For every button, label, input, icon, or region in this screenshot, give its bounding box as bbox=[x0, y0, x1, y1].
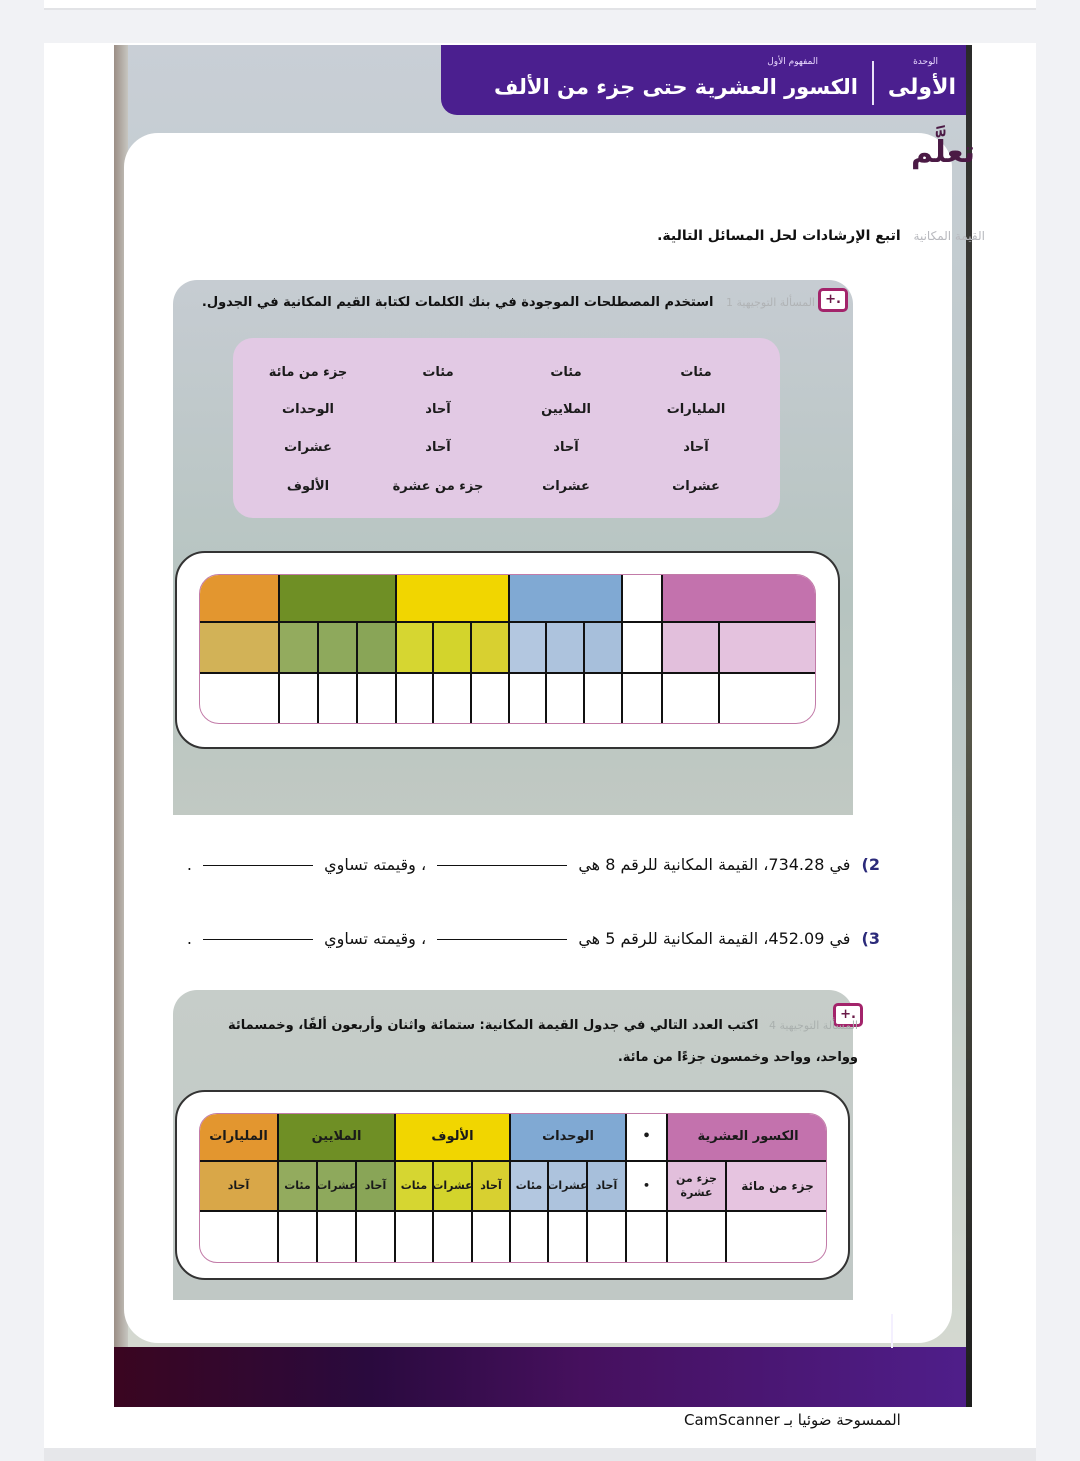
pv-subheader: جزء من مائة bbox=[727, 1162, 827, 1212]
grid-subheader-cell bbox=[547, 623, 585, 674]
pv-subheader: آحاد bbox=[473, 1162, 511, 1212]
word-bank-item: المليارات bbox=[666, 402, 726, 417]
grid-answer-cell[interactable] bbox=[623, 674, 663, 724]
word-bank-item: الوحدات bbox=[282, 402, 334, 417]
word-bank bbox=[233, 338, 780, 518]
pv-group-decimal-point: • bbox=[627, 1114, 668, 1162]
grid-subheader-cell bbox=[358, 623, 397, 674]
camscanner-watermark: الممسوحة ضوئيا بـ CamScanner bbox=[684, 1411, 901, 1429]
pv-answer-cell[interactable] bbox=[200, 1212, 279, 1263]
pv-answer-cell[interactable] bbox=[434, 1212, 473, 1263]
pv-answer-cell[interactable] bbox=[279, 1212, 318, 1263]
grid-group-thousands bbox=[397, 575, 510, 623]
grid-answer-cell[interactable] bbox=[663, 674, 720, 724]
grid-answer-cell[interactable] bbox=[200, 674, 280, 724]
question1-heading bbox=[202, 295, 815, 310]
pv-subheader: عشرات bbox=[318, 1162, 357, 1212]
grid-answer-cell[interactable] bbox=[280, 674, 319, 724]
grid-group-billions bbox=[200, 575, 280, 623]
word-bank-item: عشرات bbox=[542, 479, 590, 494]
question4-faded-label: المسألة التوجيهية 4 bbox=[769, 1019, 858, 1032]
grid-group-decimal-point bbox=[623, 575, 663, 623]
viewer-top-bar bbox=[44, 0, 1036, 10]
question3-number: 3) bbox=[861, 929, 880, 948]
grid-subheader-cell bbox=[663, 623, 720, 674]
grid-answer-cell[interactable] bbox=[510, 674, 547, 724]
word-bank-item: مئات bbox=[422, 365, 454, 380]
pv-subheader: مئات bbox=[396, 1162, 434, 1212]
question1-faded-label: المسألة التوجيهية 1 bbox=[726, 296, 815, 309]
pv-answer-cell[interactable] bbox=[588, 1212, 627, 1263]
question4-text-block bbox=[188, 1010, 858, 1074]
viewer-bottom-bar bbox=[44, 1448, 1036, 1461]
question3-end: . bbox=[186, 929, 192, 948]
pv-answer-cell[interactable] bbox=[668, 1212, 727, 1263]
learn-title: تعلَّم bbox=[911, 135, 975, 170]
question2-text-a: في 734.28، القيمة المكانية للرقم 8 هي bbox=[578, 855, 851, 874]
grid-answer-cell[interactable] bbox=[397, 674, 434, 724]
pv-answer-cell[interactable] bbox=[549, 1212, 588, 1263]
place-value-grid-empty bbox=[199, 574, 816, 724]
instruction-text: اتبع الإرشادات لحل المسائل التالية. bbox=[657, 228, 901, 244]
unit-value: الأولى bbox=[887, 75, 956, 100]
grid-group-millions bbox=[280, 575, 397, 623]
pv-subheader: مئات bbox=[279, 1162, 318, 1212]
pv-group-decimals: الكسور العشرية bbox=[668, 1114, 827, 1162]
grid-answer-cell[interactable] bbox=[547, 674, 585, 724]
page-number-divider bbox=[891, 1314, 893, 1348]
plus-dot-icon: +. bbox=[833, 1003, 863, 1027]
grid-subheader-cell bbox=[280, 623, 319, 674]
grid-group-units bbox=[510, 575, 623, 623]
topic-label: القيمة المكانية bbox=[913, 229, 985, 243]
place-value-table bbox=[199, 1113, 827, 1263]
grid-subheader-cell bbox=[319, 623, 358, 674]
question3-text-b: ، وقيمته تساوي bbox=[324, 929, 427, 948]
word-bank-item: جزء من مائة bbox=[268, 365, 348, 380]
question2-text-b: ، وقيمته تساوي bbox=[324, 855, 427, 874]
question1-text: استخدم المصطلحات الموجودة في بنك الكلمات لكتابة القيم المكانية في الجدول. bbox=[201, 295, 714, 310]
pv-subheader: عشرات bbox=[434, 1162, 473, 1212]
pv-answer-cell[interactable] bbox=[473, 1212, 511, 1263]
unit-header-band bbox=[441, 45, 966, 115]
word-bank-item: آحاد bbox=[553, 440, 579, 455]
word-bank-item: عشرات bbox=[672, 479, 720, 494]
pv-subheader: مئات bbox=[511, 1162, 549, 1212]
word-bank-item: مئات bbox=[550, 365, 582, 380]
book-spine-edge bbox=[966, 45, 972, 1407]
grid-subheader-cell bbox=[585, 623, 623, 674]
pv-subheader: جزء من عشرة bbox=[668, 1162, 727, 1212]
question3-text-a: في 452.09، القيمة المكانية للرقم 5 هي bbox=[578, 929, 851, 948]
grid-subheader-cell bbox=[397, 623, 434, 674]
concept-label: المفهوم الأول bbox=[767, 57, 818, 67]
question3-blank-place[interactable] bbox=[437, 939, 567, 940]
word-bank-item: الألوف bbox=[286, 479, 330, 494]
question2 bbox=[187, 855, 880, 874]
grid-subheader-cell bbox=[623, 623, 663, 674]
question4-text: اكتب العدد التالي في جدول القيمة المكانية: ستمائة واثنان وأربعون ألفًا، وخمسمائة وواحد، وواحد وخمسون جزءًا من مائة. bbox=[228, 1018, 858, 1065]
grid-answer-cell[interactable] bbox=[434, 674, 472, 724]
grid-answer-cell[interactable] bbox=[720, 674, 816, 724]
pv-subheader: آحاد bbox=[200, 1162, 279, 1212]
grid-answer-cell[interactable] bbox=[585, 674, 623, 724]
unit-label: الوحدة bbox=[913, 57, 938, 67]
grid-subheader-cell bbox=[472, 623, 510, 674]
question3 bbox=[187, 929, 880, 948]
word-bank-item: آحاد bbox=[425, 440, 451, 455]
pv-subheader: • bbox=[627, 1162, 668, 1212]
pv-group-units: الوحدات bbox=[511, 1114, 627, 1162]
word-bank-item: مئات bbox=[680, 365, 712, 380]
word-bank-item: جزء من عشرة bbox=[392, 479, 484, 494]
grid-subheader-cell bbox=[434, 623, 472, 674]
pv-answer-cell[interactable] bbox=[627, 1212, 668, 1263]
question2-blank-place[interactable] bbox=[437, 865, 567, 866]
pv-answer-cell[interactable] bbox=[396, 1212, 434, 1263]
grid-answer-cell[interactable] bbox=[472, 674, 510, 724]
grid-group-decimals bbox=[663, 575, 816, 623]
pv-subheader: عشرات bbox=[549, 1162, 588, 1212]
grid-subheader-cell bbox=[200, 623, 280, 674]
header-divider bbox=[872, 61, 874, 105]
plus-dot-icon: +. bbox=[818, 288, 848, 312]
concept-title: الكسور العشرية حتى جزء من الألف bbox=[494, 75, 858, 99]
learn-instruction bbox=[657, 228, 985, 244]
pv-group-millions: الملايين bbox=[279, 1114, 396, 1162]
word-bank-item: عشرات bbox=[284, 440, 332, 455]
page-number: 4 bbox=[914, 1318, 930, 1343]
word-bank-item: آحاد bbox=[425, 402, 451, 417]
word-bank-item: آحاد bbox=[683, 440, 709, 455]
grid-answer-cell[interactable] bbox=[319, 674, 358, 724]
footer-band bbox=[114, 1347, 966, 1407]
grid-subheader-cell bbox=[720, 623, 816, 674]
pv-subheader: آحاد bbox=[357, 1162, 396, 1212]
pv-answer-cell[interactable] bbox=[357, 1212, 396, 1263]
pv-subheader: آحاد bbox=[588, 1162, 627, 1212]
question2-blank-value[interactable] bbox=[203, 865, 313, 866]
word-bank-item: الملايين bbox=[541, 402, 591, 417]
pv-answer-cell[interactable] bbox=[511, 1212, 549, 1263]
pv-answer-cell[interactable] bbox=[318, 1212, 357, 1263]
pv-group-billions: المليارات bbox=[200, 1114, 279, 1162]
grid-answer-cell[interactable] bbox=[358, 674, 397, 724]
question2-end: . bbox=[186, 855, 192, 874]
question3-blank-value[interactable] bbox=[203, 939, 313, 940]
question2-number: 2) bbox=[861, 855, 880, 874]
pv-group-thousands: الألوف bbox=[396, 1114, 511, 1162]
pv-answer-cell[interactable] bbox=[727, 1212, 827, 1263]
grid-subheader-cell bbox=[510, 623, 547, 674]
